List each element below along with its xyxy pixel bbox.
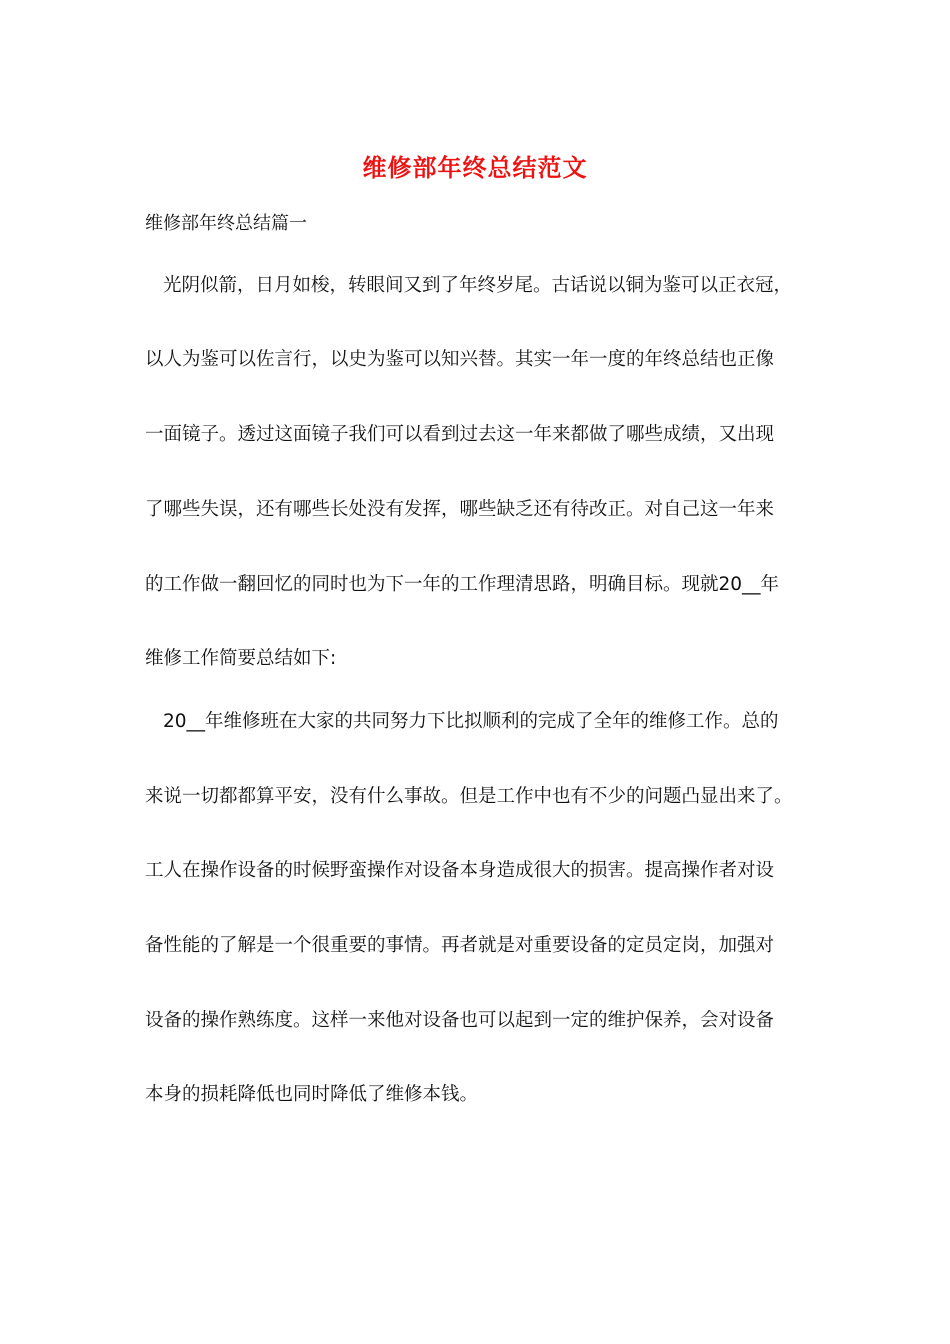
paragraph-2-line-4: 备性能的了解是一个很重要的事情。再者就是对重要设备的定员定岗，加强对 [145, 935, 775, 956]
paragraph-1-line-3: 一面镜子。透过这面镜子我们可以看到过去这一年来都做了哪些成绩，又出现 [145, 424, 775, 445]
paragraph-1-line-2: 以人为鉴可以佐言行，以史为鉴可以知兴替。其实一年一度的年终总结也正像 [145, 349, 775, 370]
paragraph-2-line-1: 20__年维修班在大家的共同努力下比拟顺利的完成了全年的维修工作。总的 [163, 711, 779, 732]
section-heading: 维修部年终总结篇一 [145, 213, 307, 234]
paragraph-2-line-2: 来说一切都都算平安，没有什么事故。但是工作中也有不少的问题凸显出来了。 [145, 786, 793, 807]
paragraph-1-line-5: 的工作做一翻回忆的同时也为下一年的工作理清思路，明确目标。现就20__年 [145, 574, 780, 595]
paragraph-1-line-4: 了哪些失误，还有哪些长处没有发挥，哪些缺乏还有待改正。对自己这一年来 [145, 499, 775, 520]
paragraph-2-line-3: 工人在操作设备的时候野蛮操作对设备本身造成很大的损害。提高操作者对设 [145, 860, 775, 881]
document-title: 维修部年终总结范文 [362, 153, 588, 182]
paragraph-1-line-1: 光阴似箭，日月如梭，转眼间又到了年终岁尾。古话说以铜为鉴可以正衣冠， [163, 275, 793, 296]
paragraph-2-line-5: 设备的操作熟练度。这样一来他对设备也可以起到一定的维护保养，会对设备 [145, 1010, 775, 1031]
paragraph-2-line-6: 本身的损耗降低也同时降低了维修本钱。 [145, 1084, 479, 1105]
paragraph-1-line-6: 维修工作简要总结如下: [145, 648, 337, 669]
